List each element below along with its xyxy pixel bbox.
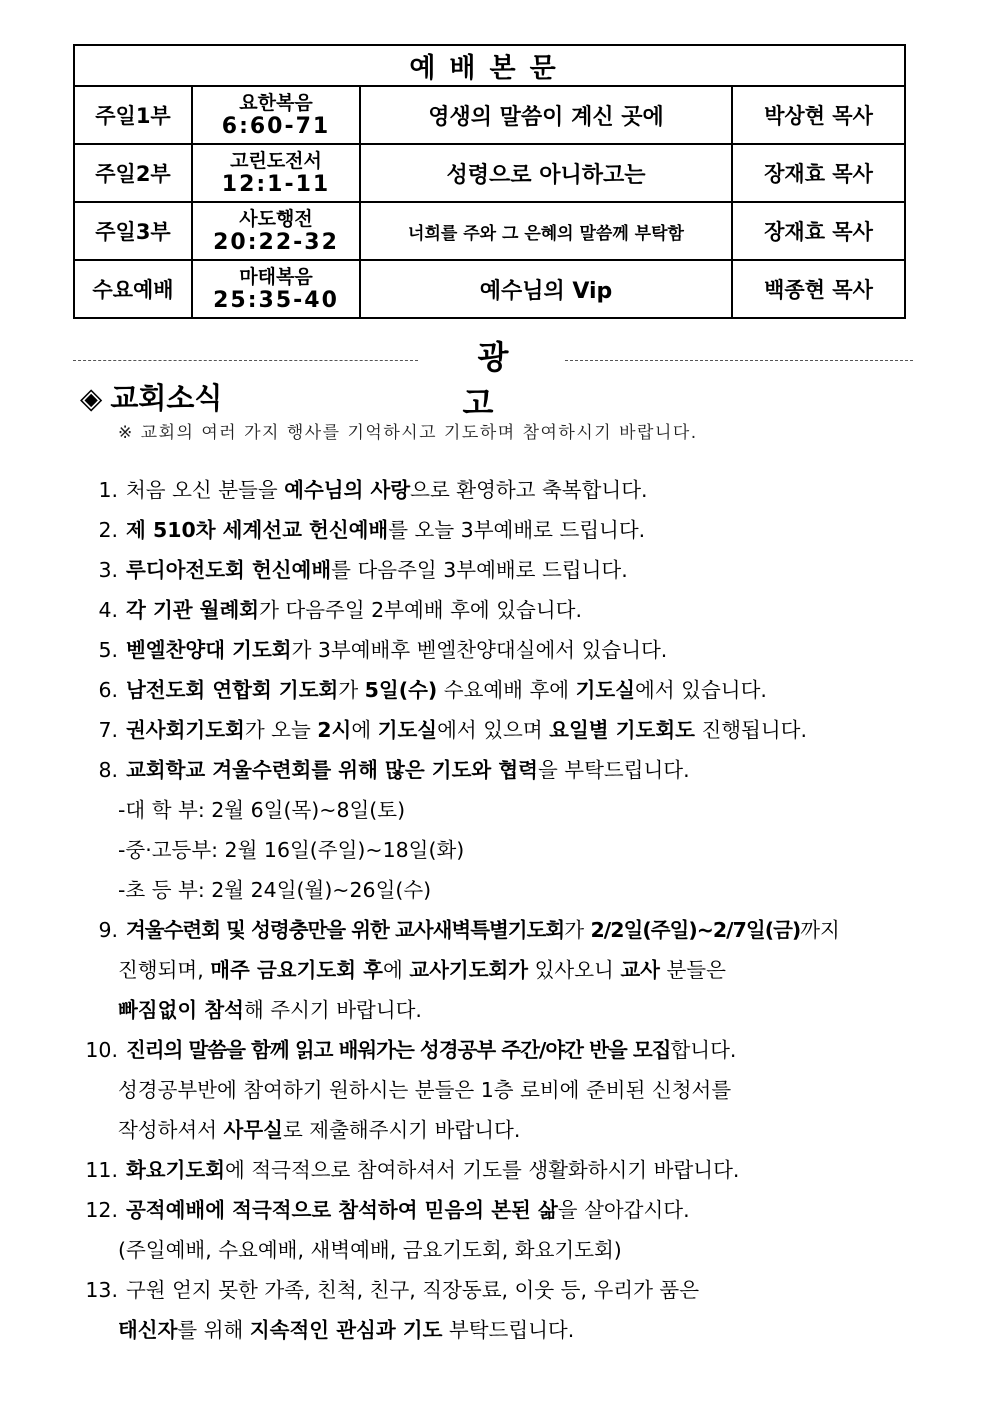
notice-item: 9. 겨울수련회 및 성령충만을 위한 교사새벽특별기도회가 2/2일(주일)~2/7일(금)까지 진행되며, 매주 금요기도회 후에 교사기도회가 있사오니 교사 분들은 빠짐없이 참석해 주시기 바랍니다. (98, 918, 840, 1022)
scripture-verse: 25:35-40 (213, 288, 339, 313)
preacher: 백종현 목사 (732, 260, 905, 318)
worship-row (74, 86, 905, 144)
notice-item: 10. 진리의 말씀을 함께 읽고 배워가는 성경공부 주간/야간 반을 모집합니다. 성경공부반에 참여하기 원하시는 분들은 1층 로비에 준비된 신청서를 작성하셔서 사무실로 제출해주시기 바랍니다. (85, 1038, 737, 1142)
worship-text-table (73, 44, 906, 319)
notice-item: 1. 처음 오신 분들을 예수님의 사랑으로 환영하고 축복합니다. (98, 478, 648, 502)
notice-item: 7. 권사회기도회가 오늘 2시에 기도실에서 있으며 요일별 기도회도 진행됩니다. (98, 718, 807, 742)
service-name: 수요예배 (74, 260, 192, 318)
preacher: 박상현 목사 (732, 86, 905, 144)
service-name: 주일1부 (74, 86, 192, 144)
notice-item: 13. 구원 얻지 못한 가족, 친척, 친구, 직장동료, 이웃 등, 우리가 품은 태신자를 위해 지속적인 관심과 기도 부탁드립니다. (85, 1278, 700, 1342)
notice-item: 12. 공적예배에 적극적으로 참석하여 믿음의 본된 삶을 살아갑시다. (주일예배, 수요예배, 새벽예배, 금요기도회, 화요기도회) (85, 1198, 690, 1262)
diamond-icon: ◈ (80, 381, 103, 415)
scripture-book: 고린도전서 (230, 150, 322, 172)
worship-row (74, 202, 905, 260)
sermon-title: 예수님의 Vip (360, 260, 732, 318)
scripture-verse: 20:22-32 (213, 230, 339, 255)
notice-item: 5. 벧엘찬양대 기도회가 3부예배후 벧엘찬양대실에서 있습니다. (98, 638, 668, 662)
notice-item: 4. 각 기관 월례회가 다음주일 2부예배 후에 있습니다. (98, 598, 582, 622)
service-name: 주일3부 (74, 202, 192, 260)
scripture-reference (192, 144, 360, 202)
preacher: 장재효 목사 (732, 144, 905, 202)
notice-item: 8. 교회학교 겨울수련회를 위해 많은 기도와 협력을 부탁드립니다. -대 학 부: 2월 6일(목)~8일(토) -중·고등부: 2월 16일(주일)~18일(화) -초 등 부: 2월 24일(월)~26일(수) (70, 750, 930, 910)
sermon-title: 성령으로 아니하고는 (360, 144, 732, 202)
scripture-verse: 6:60-71 (221, 114, 331, 139)
notice-item: 6. 남전도회 연합회 기도회가 5일(수) 수요예배 후에 기도실에서 있습니다. (98, 678, 767, 702)
sermon-title: 영생의 말씀이 계신 곳에 (360, 86, 732, 144)
church-news-heading (80, 376, 222, 417)
worship-row (74, 260, 905, 318)
retreat-schedule-university: -대 학 부: 2월 6일(목)~8일(토) (118, 798, 406, 822)
church-news-title: 교회소식 (110, 381, 223, 415)
scripture-verse: 12:1-11 (221, 172, 331, 197)
scripture-book: 요한복음 (239, 92, 313, 114)
service-name: 주일2부 (74, 144, 192, 202)
scripture-reference (192, 260, 360, 318)
divider-left (73, 360, 418, 361)
retreat-schedule-youth: -중·고등부: 2월 16일(주일)~18일(화) (118, 838, 465, 862)
notice-list (70, 470, 930, 1350)
notice-item: 2. 제 510차 세계선교 헌신예배를 오늘 3부예배로 드립니다. (98, 518, 646, 542)
announcements-title: 광고 (462, 338, 539, 422)
preacher: 장재효 목사 (732, 202, 905, 260)
scripture-reference (192, 86, 360, 144)
divider-right (565, 360, 913, 361)
worship-table-title: 예배본문 (74, 45, 905, 86)
notice-item: 11. 화요기도회에 적극적으로 참여하셔서 기도를 생활화하시기 바랍니다. (85, 1158, 740, 1182)
church-news-note: ※ 교회의 여러 가지 행사를 기억하시고 기도하며 참여하시기 바랍니다. (118, 423, 698, 443)
retreat-schedule-elementary: -초 등 부: 2월 24일(월)~26일(수) (118, 878, 432, 902)
notice-item: 3. 루디아전도회 헌신예배를 다음주일 3부예배로 드립니다. (98, 558, 628, 582)
worship-row (74, 144, 905, 202)
sermon-title: 너희를 주와 그 은혜의 말씀께 부탁함 (360, 202, 732, 260)
scripture-book: 사도행전 (239, 208, 313, 230)
scripture-reference (192, 202, 360, 260)
scripture-book: 마태복음 (239, 266, 313, 288)
